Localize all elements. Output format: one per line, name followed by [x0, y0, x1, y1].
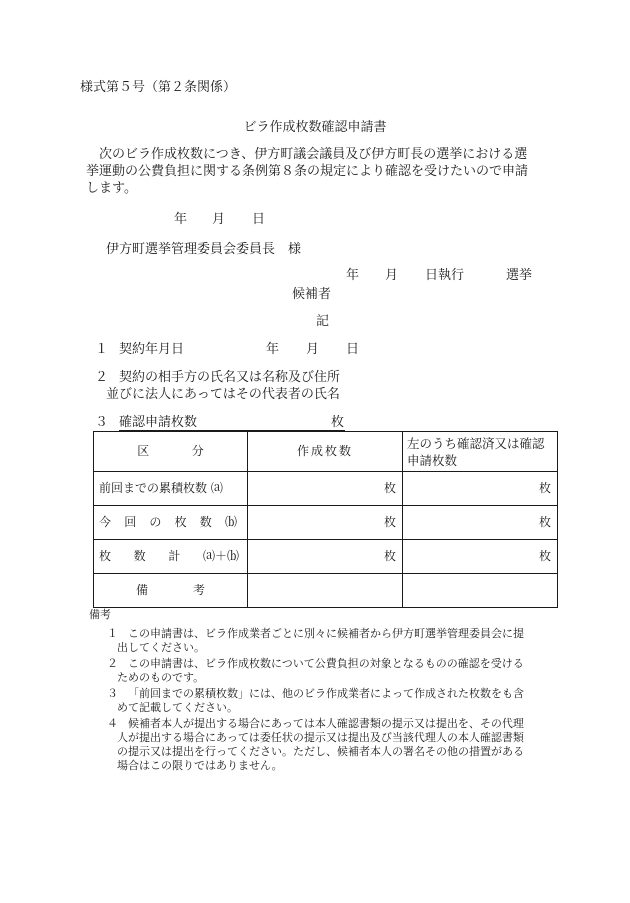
- item1-day: 日: [346, 342, 360, 357]
- ki-label: 記: [315, 314, 329, 329]
- note1-line-2: 出してください。: [117, 641, 205, 654]
- note4-line-3: の提示又は提出を行ってください。ただし、候補者本人の署名その他の措置がある: [117, 745, 524, 758]
- table-row: [94, 472, 558, 506]
- intro-line-2: 挙運動の公費負担に関する条例第８条の規定により確認を受けたいので申請: [86, 164, 529, 179]
- row-remarks-char: 備: [136, 583, 149, 597]
- item2-number: ２: [95, 370, 109, 385]
- row-current-label: [94, 506, 248, 540]
- date-month: 月: [212, 212, 226, 227]
- row-total-col2: 枚: [248, 540, 403, 574]
- header-confirmed-count: 左のうち確認済又は確認申請枚数: [403, 432, 558, 472]
- election-month: 月: [385, 268, 399, 283]
- note4-line-1: 候補者本人が提出する場合にあっては本人確認書類の提示又は提出を、その代理: [128, 717, 524, 730]
- row-cumulative-col2: 枚: [248, 472, 403, 506]
- sheet-count-table: [93, 431, 558, 608]
- row-cumulative-label: 前回までの累積枚数 ⒜: [94, 472, 248, 506]
- item3-unit: 枚: [331, 415, 345, 430]
- item2-line-2: 並びに法人にあってはその代表者の氏名: [106, 387, 340, 402]
- note2-line-2: ためのものです。: [117, 671, 205, 684]
- row-total-char: 計: [168, 549, 181, 563]
- row-total-char: ⒜＋⒝: [202, 549, 239, 563]
- row-current-col3: 枚: [403, 506, 558, 540]
- election-label: 選挙: [506, 268, 533, 283]
- row-current-char: 枚: [174, 515, 187, 529]
- date-day: 日: [252, 212, 266, 227]
- note1-number: １: [107, 627, 118, 640]
- header-category: [94, 432, 248, 472]
- row-current-char: 今: [99, 515, 112, 529]
- row-cumulative-col3: 枚: [403, 472, 558, 506]
- item3-number: ３: [95, 415, 109, 430]
- header-category-a: 区: [137, 444, 150, 458]
- candidate-label: 候補者: [292, 287, 332, 302]
- note2-line-1: この申請書は、ビラ作成枚数について公費負担の対象となるものの確認を受ける: [128, 657, 524, 670]
- election-year: 年: [346, 268, 360, 283]
- table-row: [94, 506, 558, 540]
- form-reference: 様式第５号（第２条関係）: [80, 80, 237, 95]
- document-title: ビラ作成枚数確認申請書: [243, 120, 387, 135]
- row-current-char: 数: [199, 515, 212, 529]
- table-row: [94, 540, 558, 574]
- note3-line-2: めて記載してください。: [117, 701, 238, 714]
- intro-line-1: 次のビラ作成枚数につき、伊方町議会議員及び伊方町長の選挙における選: [99, 147, 528, 162]
- note4-line-4: 場合はこの限りではありません。: [117, 759, 283, 772]
- note3-number: ３: [107, 687, 118, 700]
- note3-line-1: 「前回までの累積枚数」には、他のビラ作成業者によって作成された枚数をも含: [128, 687, 524, 700]
- date-year: 年: [174, 212, 188, 227]
- row-remarks-col3: [403, 574, 558, 608]
- note2-number: ２: [107, 657, 118, 670]
- notes-heading: 備考: [89, 608, 111, 621]
- row-current-char: 回: [124, 515, 137, 529]
- item2-line-1: 契約の相手方の氏名又は名称及び住所: [119, 370, 341, 385]
- row-remarks-col2: [248, 574, 403, 608]
- row-remarks-char: 考: [192, 583, 205, 597]
- addressee: 伊方町選挙管理委員会委員長 様: [106, 242, 302, 257]
- note4-number: ４: [107, 717, 118, 730]
- row-total-char: 枚: [99, 549, 112, 563]
- note4-line-2: 人が提出する場合にあっては委任状の提示又は提出及び当該代理人の本人確認書類: [117, 731, 524, 744]
- election-day-exec: 日執行: [425, 268, 465, 283]
- row-current-char: の: [149, 515, 162, 529]
- table-row: [94, 574, 558, 608]
- item1-month: 月: [306, 342, 320, 357]
- item1-year: 年: [266, 342, 280, 357]
- item3-field: [119, 415, 345, 431]
- row-total-char: 数: [133, 549, 146, 563]
- row-total-label: [94, 540, 248, 574]
- row-remarks-label: [94, 574, 248, 608]
- row-current-col2: 枚: [248, 506, 403, 540]
- note1-line-1: この申請書は、ビラ作成業者ごとに別々に候補者から伊方町選挙管理委員会に提: [128, 627, 524, 640]
- header-category-b: 分: [191, 444, 204, 458]
- intro-line-3: します。: [86, 181, 137, 196]
- row-total-col3: 枚: [403, 540, 558, 574]
- table-header-row: [94, 432, 558, 472]
- row-current-char: ⒝: [224, 515, 237, 529]
- item1-label: 契約年月日: [119, 342, 185, 357]
- header-created-count: 作成枚数: [248, 432, 403, 472]
- item3-label: 確認申請枚数: [119, 415, 198, 430]
- item1-number: １: [95, 342, 109, 357]
